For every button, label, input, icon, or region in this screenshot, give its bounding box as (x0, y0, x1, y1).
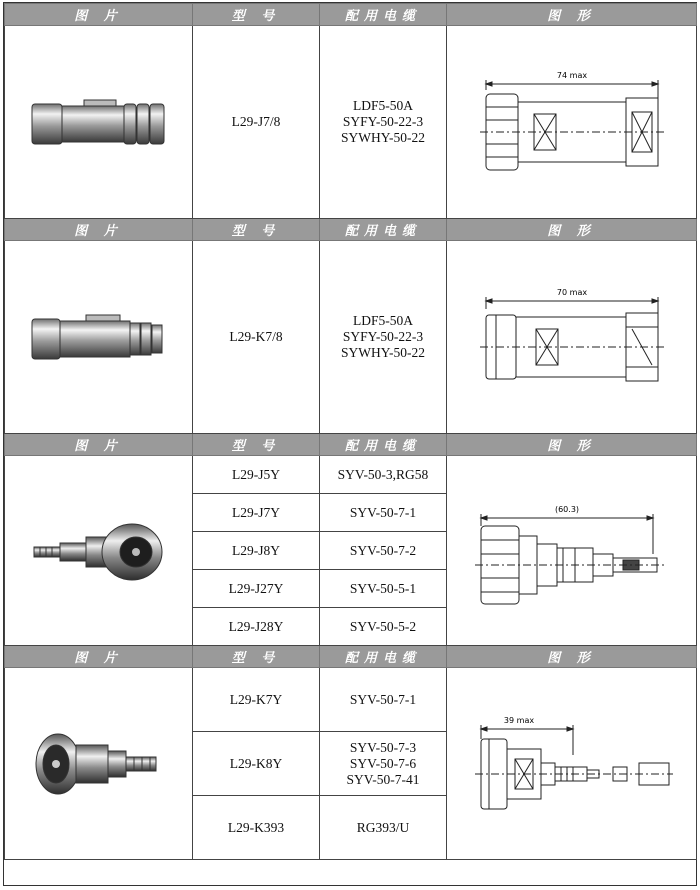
model-value: L29-J7/8 (231, 114, 281, 129)
cable-cell (320, 796, 447, 860)
cable-value: SYWHY-50-22 (341, 345, 425, 360)
dimension-label: 39 max (503, 715, 534, 725)
header-model: 型 号 (193, 4, 320, 26)
header-photo: 图 片 (5, 4, 193, 26)
header-drawing: 图 形 (447, 646, 697, 668)
connector-plug-photo-icon (5, 26, 193, 219)
crimp-plug-photo-icon (5, 456, 193, 646)
header-photo: 图 片 (5, 219, 193, 241)
header-cable: 配用电缆 (320, 219, 447, 241)
cable-cell (320, 456, 447, 494)
model-cell (193, 241, 320, 434)
header-photo: 图 片 (5, 646, 193, 668)
header-row (5, 434, 697, 456)
cable-cell (320, 668, 447, 732)
model-cell (193, 796, 320, 860)
header-cable: 配用电缆 (320, 646, 447, 668)
cable-value: SYV-50-5-1 (349, 580, 417, 596)
header-row (5, 646, 697, 668)
connector-jack-photo-icon (5, 241, 193, 434)
cable-cell (320, 241, 447, 434)
header-cable: 配用电缆 (320, 434, 447, 456)
cable-value: SYV-50-3,RG58 (337, 466, 429, 482)
model-cell (193, 494, 320, 532)
model-cell (193, 456, 320, 494)
model-cell (193, 570, 320, 608)
cable-value: SYWHY-50-22 (341, 130, 425, 145)
crimp-jack-drawing-icon (447, 668, 697, 860)
dimension-label: 70 max (556, 288, 587, 297)
cable-cell (320, 732, 447, 796)
crimp-jack-photo-icon (5, 668, 193, 860)
model-cell (193, 732, 320, 796)
product-row (5, 456, 697, 494)
cable-value: LDF5-50A (353, 313, 413, 328)
header-model: 型 号 (193, 646, 320, 668)
cable-value: SYV-50-7-1 (349, 691, 417, 707)
model-value: L29-K7Y (229, 691, 283, 707)
model-value: L29-K7/8 (229, 329, 283, 344)
cable-value: SYV-50-7-2 (349, 542, 417, 558)
model-cell (193, 532, 320, 570)
connector-table (4, 3, 697, 860)
crimp-plug-drawing-icon (447, 456, 697, 646)
cable-value: SYV-50-5-2 (349, 618, 417, 634)
cable-cell (320, 494, 447, 532)
product-row (5, 668, 697, 732)
connector-jack-drawing-icon (447, 241, 697, 434)
cable-value: SYV-50-7-3 (349, 739, 417, 755)
dimension-label: (60.3) (554, 504, 579, 514)
cable-cell (320, 608, 447, 646)
header-row (5, 4, 697, 26)
model-value: L29-J5Y (232, 466, 280, 482)
header-model: 型 号 (193, 434, 320, 456)
header-drawing: 图 形 (447, 219, 697, 241)
cable-cell (320, 26, 447, 219)
model-cell (193, 608, 320, 646)
product-row (5, 26, 697, 219)
dimension-label: 74 max (556, 71, 587, 80)
cable-value: SYV-50-7-6 (349, 755, 417, 771)
model-cell (193, 668, 320, 732)
header-model: 型 号 (193, 219, 320, 241)
model-value: L29-K393 (227, 819, 285, 835)
header-row (5, 219, 697, 241)
product-row (5, 241, 697, 434)
model-value: L29-J8Y (232, 542, 280, 558)
model-value: L29-K8Y (229, 755, 283, 771)
model-cell (193, 26, 320, 219)
header-photo: 图 片 (5, 434, 193, 456)
cable-cell (320, 532, 447, 570)
cable-cell (320, 570, 447, 608)
connector-plug-drawing-icon (447, 26, 697, 219)
cable-value: SYV-50-7-41 (346, 771, 420, 787)
cable-value: SYV-50-7-1 (349, 504, 417, 520)
header-drawing: 图 形 (447, 4, 697, 26)
header-cable: 配用电缆 (320, 4, 447, 26)
cable-value: SYFY-50-22-3 (342, 114, 424, 129)
cable-value: RG393/U (356, 819, 410, 835)
model-value: L29-J27Y (228, 580, 284, 596)
catalog-sheet (3, 2, 697, 886)
cable-value: LDF5-50A (353, 98, 413, 113)
header-drawing: 图 形 (447, 434, 697, 456)
cable-value: SYFY-50-22-3 (342, 329, 424, 344)
model-value: L29-J7Y (232, 504, 280, 520)
model-value: L29-J28Y (228, 618, 284, 634)
